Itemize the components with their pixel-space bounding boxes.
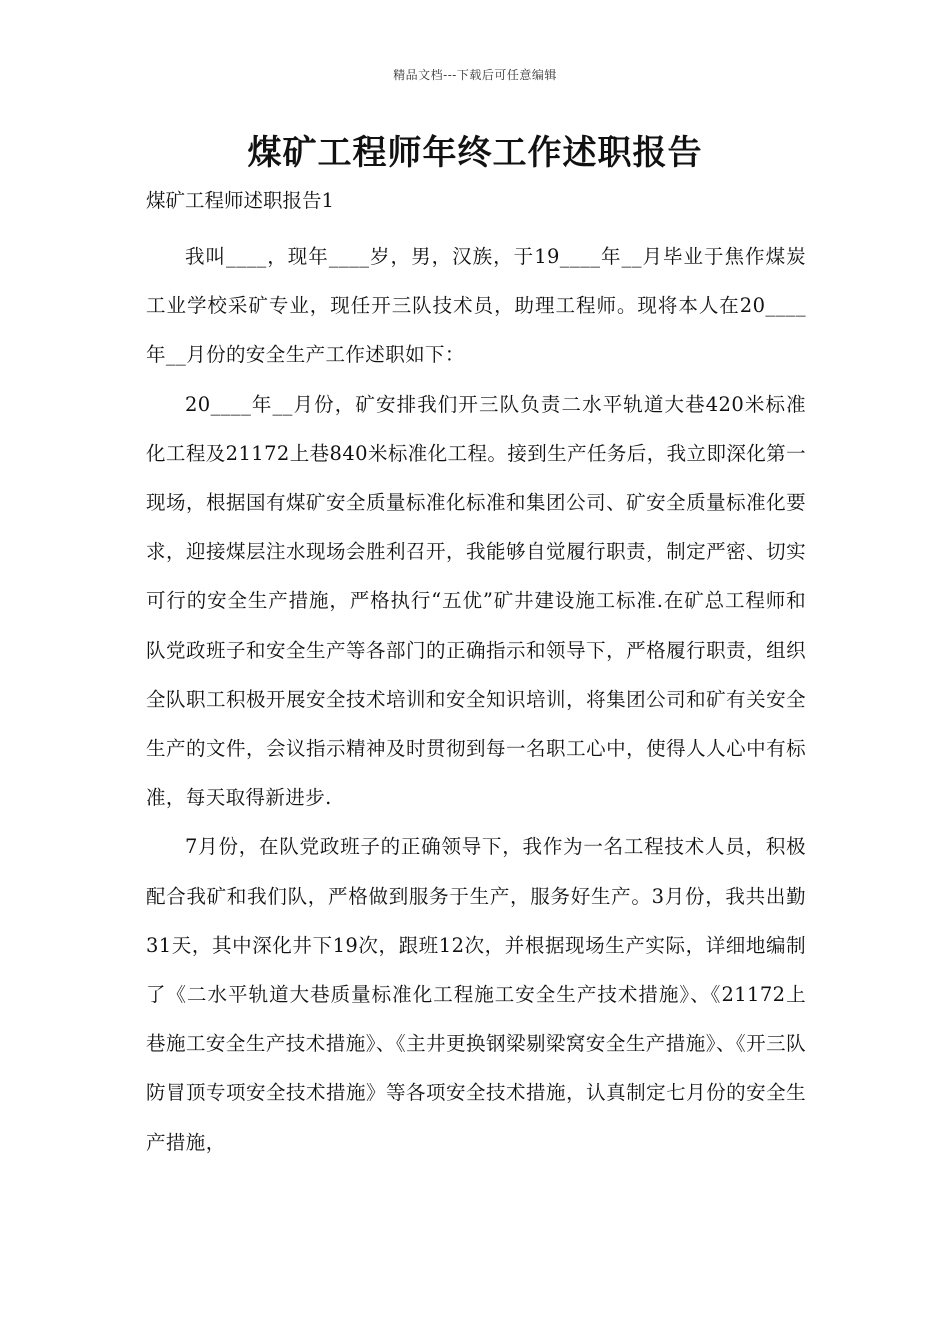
document-title: 煤矿工程师年终工作述职报告 bbox=[247, 133, 703, 173]
paragraph-intro: 我叫____，现年____岁，男，汉族，于19____年__月毕业于焦作煤炭工业学校采矿专业，现任开三队技术员，助理工程师。现将本人在20____年__月份的安全生产工作述职如下： bbox=[146, 245, 806, 367]
document-subtitle: 煤矿工程师述职报告1 bbox=[146, 189, 334, 212]
paragraph-month-assignment: 20____年__月份，矿安排我们开三队负责二水平轨道大巷420米标准化工程及21172上巷840米标准化工程。接到生产任务后，我立即深化第一现场，根据国有煤矿安全质量标准化标准和集团公司、矿安全质量标准化要求，迎接煤层注水现场会胜利召开，我能够自觉履行职责，制定严密、切实可行的安全生产措施，严格执行“五优”矿井建设施工标准.在矿总工程师和队党政班子和安全生产等各部门的正确指示和领导下，严格履行职责，组织全队职工积极开展安全技术培训和安全知识培训，将集团公司和矿有关安全生产的文件，会议指示精神及时贯彻到每一名职工心中，使得人人心中有标准，每天取得新进步. bbox=[146, 392, 806, 810]
paragraph-july-work: 7月份，在队党政班子的正确领导下，我作为一名工程技术人员，积极配合我矿和我们队，严格做到服务于生产，服务好生产。3月份，我共出勤31天，其中深化井下19次，跟班12次，并根据现场生产实际，详细地编制了《二水平轨道大巷质量标准化工程施工安全生产技术措施》、《21172上巷施工安全生产技术措施》、《主井更换钢梁剔梁窝安全生产措施》、《开三队防冒顶专项安全技术措施》等各项安全技术措施，认真制定七月份的安全生产措施， bbox=[146, 835, 806, 1154]
header-note: 精品文档---下载后可任意编辑 bbox=[393, 68, 557, 82]
document-body bbox=[146, 232, 806, 1167]
